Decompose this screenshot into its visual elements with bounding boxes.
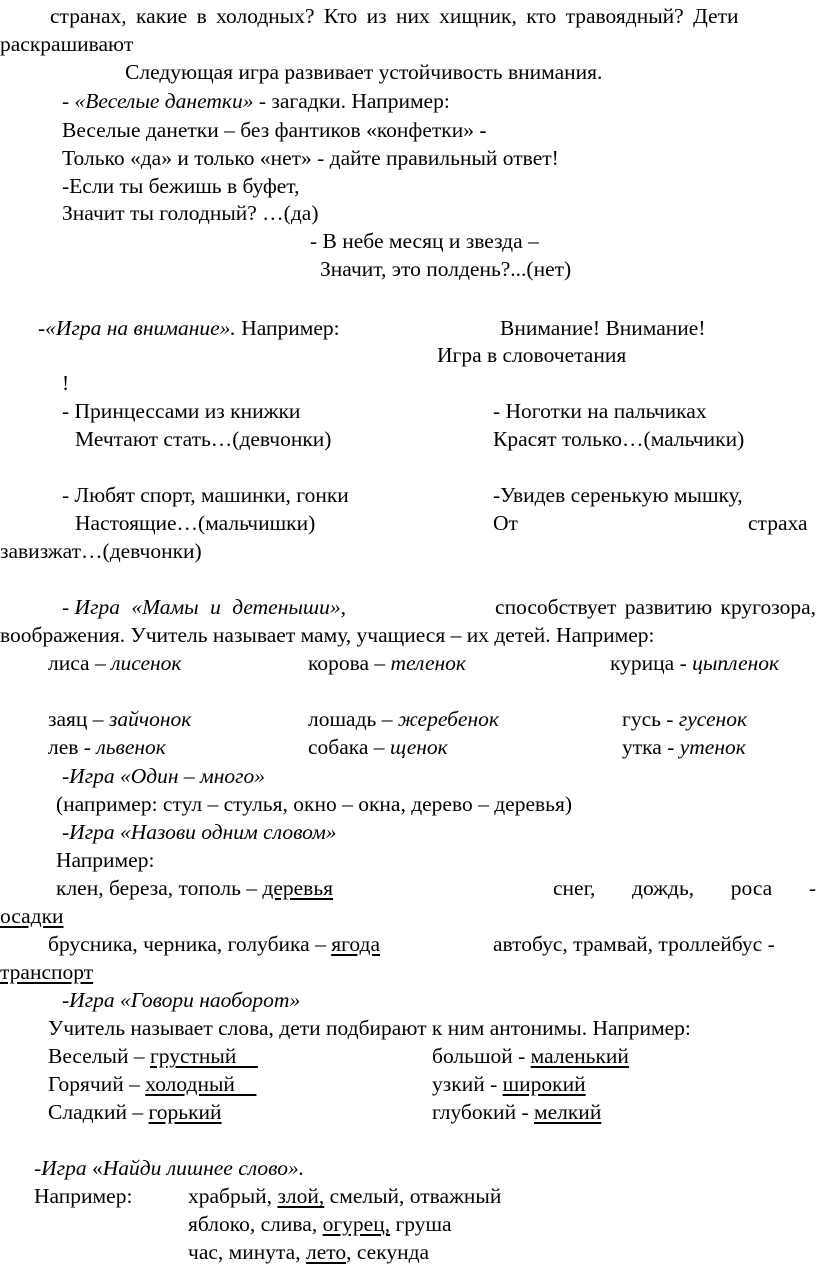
answer: горький [148, 1100, 222, 1124]
text: способствует развитию кругозора, [495, 595, 816, 619]
verse-line: Красят только…(мальчики) [493, 427, 745, 451]
verse-line: завизжат…(девчонки) [0, 539, 202, 563]
example-line [48, 934, 380, 956]
example-line [56, 878, 333, 900]
verse-line: Настоящие…(мальчишки) [75, 511, 316, 535]
dash: - [62, 820, 70, 844]
answer: деревья [262, 876, 334, 900]
antonym-pair [432, 1046, 629, 1068]
mother: корова – [308, 651, 391, 675]
verse-line: Мечтают стать…(девчонки) [75, 427, 332, 451]
baby: львенок [96, 735, 166, 759]
game-title: Игра «Один – много» [69, 764, 266, 788]
riddle-line: - В небе месяц и звезда – [310, 229, 539, 253]
example-line: автобус, трамвай, троллейбус - [493, 932, 775, 956]
word: узкий - [432, 1072, 503, 1096]
animal-pair [622, 709, 747, 731]
mother: лев - [48, 735, 97, 759]
word-group [188, 1214, 452, 1236]
word: Веселый – [48, 1044, 150, 1068]
answer: маленький [530, 1044, 629, 1068]
odin-heading [62, 766, 265, 788]
baby: щенок [389, 735, 448, 759]
mother: лошадь – [308, 707, 398, 731]
dash: - [34, 1156, 42, 1180]
word: Сладкий – [48, 1100, 149, 1124]
verse-line: - Ноготки на пальчиках [493, 399, 707, 423]
game-title: Игра «Назови одним словом» [69, 820, 337, 844]
game-title: Найди лишнее слово». [102, 1156, 305, 1180]
attention-heading [38, 318, 340, 340]
riddle-line: Веселые данетки – без фантиков «конфетки» - [62, 118, 487, 142]
heading-left [62, 597, 346, 619]
game-title: Игра «Мамы и детеныши», [74, 595, 347, 619]
word: глубокий - [432, 1100, 534, 1124]
example-line: (например: стул – стулья, окно – окна, дерево – деревья) [56, 792, 573, 816]
answer: транспорт [0, 960, 94, 984]
word: - [808, 876, 816, 900]
animal-pair [308, 653, 466, 675]
answer: осадки [0, 904, 64, 928]
words: час, минута, [188, 1240, 306, 1264]
odd-word: огурец, [322, 1212, 391, 1236]
words: храбрый, [188, 1184, 278, 1208]
words: брусника, черника, голубика – [48, 932, 332, 956]
game-title: «Веселые данетки» [74, 89, 254, 113]
dash: - [62, 595, 75, 619]
antonym-pair [432, 1102, 601, 1124]
dash: - [38, 316, 46, 340]
text: « [86, 1156, 103, 1180]
words: клен, береза, тополь – [56, 876, 263, 900]
text: - загадки. Например: [253, 89, 450, 113]
odd-word: злой, [277, 1184, 325, 1208]
description: Учитель называет слова, дети подбирают к ним антонимы. Например: [48, 1016, 691, 1040]
baby: зайчонок [108, 707, 192, 731]
riddle-line: -Если ты бежишь в буфет, [62, 174, 300, 198]
word: роса [730, 876, 773, 900]
answer: грустный [149, 1044, 258, 1068]
dash: - [62, 988, 70, 1012]
words: яблоко, слива, [188, 1212, 323, 1236]
riddle-line: Значит, это полдень?...(нет) [320, 257, 572, 281]
baby: цыпленок [692, 651, 780, 675]
mamy-heading [62, 597, 816, 619]
verse-line: -Увидев серенькую мышку, [493, 483, 743, 507]
animal-pair [308, 737, 448, 759]
word: большой - [432, 1044, 531, 1068]
mother: курица - [610, 651, 693, 675]
naoborot-heading [62, 990, 300, 1012]
words: , секунда [346, 1240, 430, 1264]
answer: мелкий [533, 1100, 602, 1124]
lishnee-heading [34, 1158, 304, 1180]
text: странах, какие в холодных? Кто из них хищник, кто травоядный? Дети [50, 4, 739, 28]
answer-line [0, 962, 93, 984]
paragraph-line [50, 6, 816, 28]
game-title: «Игра на внимание». [45, 316, 236, 340]
example-line [553, 878, 816, 900]
game-title: Игра «Говори наоборот» [69, 988, 301, 1012]
answer: холодный [145, 1072, 257, 1096]
paragraph-line: воображения. Учитель называет маму, учащиеся – их детей. Например: [0, 623, 655, 647]
antonym-pair [48, 1074, 256, 1096]
word: дождь, [632, 876, 695, 900]
antonym-pair [432, 1074, 586, 1096]
animal-pair [48, 737, 166, 759]
example-label: Например: [34, 1184, 133, 1208]
animal-pair [48, 709, 191, 731]
dash: - [62, 764, 70, 788]
riddle-line: Значит ты голодный? …(да) [62, 201, 319, 225]
answer-line [0, 906, 64, 928]
mother: лиса – [48, 651, 112, 675]
animal-pair [48, 653, 182, 675]
dash: - [62, 89, 75, 113]
antonym-pair [48, 1102, 222, 1124]
verse-line: Внимание! Внимание! [500, 316, 706, 340]
riddle-line: Только «да» и только «нет» - дайте правильный ответ! [62, 146, 559, 170]
word: Горячий – [48, 1072, 146, 1096]
example-label: Например: [56, 848, 155, 872]
animal-pair [308, 709, 499, 731]
word: снег, [553, 876, 596, 900]
verse-line: Игра в словочетания [437, 343, 627, 367]
verse-line: - Принцессами из книжки [62, 399, 301, 423]
word-group [188, 1186, 501, 1208]
intro-text: Следующая игра развивает устойчивость внимания. [125, 60, 603, 84]
word-group [188, 1242, 429, 1264]
baby: жеребенок [397, 707, 499, 731]
baby: гусенок [678, 707, 748, 731]
danetki-heading [62, 91, 450, 113]
mother: собака – [308, 735, 390, 759]
antonym-pair [48, 1046, 258, 1068]
baby: лисенок [111, 651, 182, 675]
animal-pair [610, 653, 779, 675]
answer: ягода [331, 932, 381, 956]
animal-pair [622, 737, 746, 759]
baby: теленок [390, 651, 466, 675]
words: смелый, отважный [324, 1184, 502, 1208]
answer: широкий [502, 1072, 586, 1096]
verse-line: ! [62, 371, 70, 395]
mother: утка - [622, 735, 680, 759]
verse-line: От [493, 511, 518, 535]
paragraph-line: раскрашивают [0, 32, 134, 56]
odd-word: лето [305, 1240, 347, 1264]
mother: заяц – [48, 707, 109, 731]
baby: утенок [679, 735, 746, 759]
verse-line: - Любят спорт, машинки, гонки [62, 483, 349, 507]
game-title: Игра [41, 1156, 87, 1180]
nazovi-heading [62, 822, 337, 844]
verse-line: страха [748, 511, 808, 535]
words: груша [390, 1212, 452, 1236]
mother: гусь - [622, 707, 679, 731]
text: Например: [235, 316, 340, 340]
